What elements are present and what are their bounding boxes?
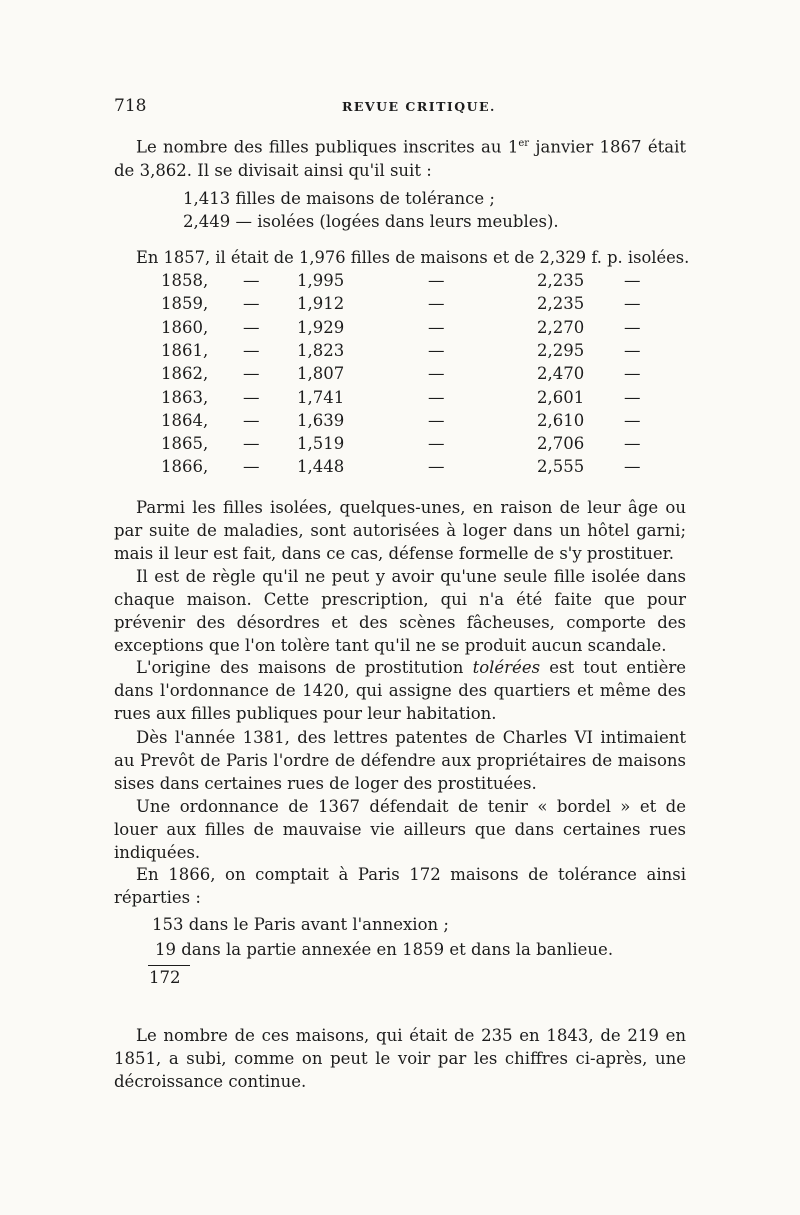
stats-dash: — [624, 411, 641, 430]
stats-dash: — [243, 457, 260, 476]
stats-dash: — [428, 271, 445, 290]
stats-dash: — [624, 318, 641, 337]
stats-dash: — [243, 434, 260, 453]
paragraph-origin: L'origine des maisons de prostitution tolérées est tout entière dans l'ordonnance de 1420, qui assigne des quartiers et même des rues aux filles publiques pour leur habitation. [114, 658, 686, 723]
stats-first-line: En 1857, il était de 1,976 filles de maisons et de 2,329 f. p. isolées. [136, 248, 690, 267]
stats-houses: 1,448 [297, 457, 345, 476]
intro-paragraph: Le nombre des filles publiques inscrites au 1er janvier 1867 était de 3,862. Il se divisait ainsi qu'il suit : [114, 137, 686, 180]
stats-dash: — [428, 318, 445, 337]
stats-dash: — [428, 388, 445, 407]
stats-dash: — [243, 411, 260, 430]
stats-dash: — [624, 294, 641, 313]
page-number: 718 [114, 96, 147, 116]
stats-isolated: 2,270 [537, 318, 585, 337]
breakdown-houses: 1,413 filles de maisons de tolérance ; [183, 189, 495, 208]
stats-isolated: 2,555 [537, 457, 585, 476]
stats-houses: 1,519 [297, 434, 345, 453]
stats-year: 1859, [161, 294, 209, 313]
paragraph-1866: En 1866, on comptait à Paris 172 maisons de tolérance ainsi réparties : [114, 865, 686, 907]
houses-annexed: 19 dans la partie annexée en 1859 et dans la banlieue. [155, 940, 614, 959]
stats-dash: — [428, 457, 445, 476]
breakdown-isolated: 2,449 — isolées (logées dans leurs meubles). [183, 212, 559, 231]
stats-dash: — [624, 388, 641, 407]
stats-year: 1858, [161, 271, 209, 290]
stats-year: 1864, [161, 411, 209, 430]
stats-isolated: 2,610 [537, 411, 585, 430]
stats-year: 1866, [161, 457, 209, 476]
stats-dash: — [428, 411, 445, 430]
houses-total: 172 [149, 968, 181, 987]
houses-before-annexion: 153 dans le Paris avant l'annexion ; [152, 915, 449, 934]
stats-dash: — [428, 364, 445, 383]
italic-term: tolérées [472, 658, 541, 677]
stats-houses: 1,807 [297, 364, 345, 383]
stats-year: 1862, [161, 364, 209, 383]
stats-dash: — [624, 434, 641, 453]
stats-dash: — [243, 271, 260, 290]
stats-isolated: 2,295 [537, 341, 585, 360]
stats-year: 1863, [161, 388, 209, 407]
page-header [114, 96, 686, 120]
stats-houses: 1,741 [297, 388, 345, 407]
stats-dash: — [243, 318, 260, 337]
stats-dash: — [624, 341, 641, 360]
stats-year: 1860, [161, 318, 209, 337]
stats-dash: — [243, 294, 260, 313]
running-head: REVUE CRITIQUE. [342, 99, 496, 114]
sum-rule [148, 965, 190, 966]
paragraph-charles-vi: Dès l'année 1381, des lettres patentes de Charles VI intimaient au Prevôt de Paris l'ordre de défendre aux propriétaires de maisons sises dans certaines rues de loger des prostituées. [114, 728, 686, 793]
stats-houses: 1,823 [297, 341, 345, 360]
stats-houses: 1,929 [297, 318, 345, 337]
stats-houses: 1,912 [297, 294, 345, 313]
closing-paragraph: Le nombre de ces maisons, qui était de 235 en 1843, de 219 en 1851, a subi, comme on peut le voir par les chiffres ci-après, une décroissance continue. [114, 1026, 686, 1091]
stats-houses: 1,639 [297, 411, 345, 430]
paragraph-rule: Il est de règle qu'il ne peut y avoir qu'une seule fille isolée dans chaque maison. Cette prescription, qui n'a été faite que pour prévenir des désordres et des scènes fâcheuses, comporte des exceptions que l'on tolère tant qu'il ne se produit aucun scandale. [114, 567, 686, 655]
paragraph-ordonnance-1367: Une ordonnance de 1367 défendait de tenir « bordel » et de louer aux filles de mauvaise vie ailleurs que dans certaines rues indiquées. [114, 797, 686, 862]
stats-dash: — [624, 457, 641, 476]
stats-dash: — [243, 388, 260, 407]
stats-isolated: 2,601 [537, 388, 585, 407]
stats-isolated: 2,470 [537, 364, 585, 383]
stats-dash: — [243, 341, 260, 360]
stats-isolated: 2,235 [537, 271, 585, 290]
stats-dash: — [624, 364, 641, 383]
stats-dash: — [624, 271, 641, 290]
stats-year: 1861, [161, 341, 209, 360]
stats-isolated: 2,706 [537, 434, 585, 453]
stats-dash: — [243, 364, 260, 383]
paragraph-isolated: Parmi les filles isolées, quelques-unes, en raison de leur âge ou par suite de maladies, sont autorisées à loger dans un hôtel garni; mais il leur est fait, dans ce cas, défense formelle de s'y prostituer. [114, 498, 686, 563]
stats-dash: — [428, 294, 445, 313]
stats-year: 1865, [161, 434, 209, 453]
stats-dash: — [428, 434, 445, 453]
stats-dash: — [428, 341, 445, 360]
stats-houses: 1,995 [297, 271, 345, 290]
stats-isolated: 2,235 [537, 294, 585, 313]
